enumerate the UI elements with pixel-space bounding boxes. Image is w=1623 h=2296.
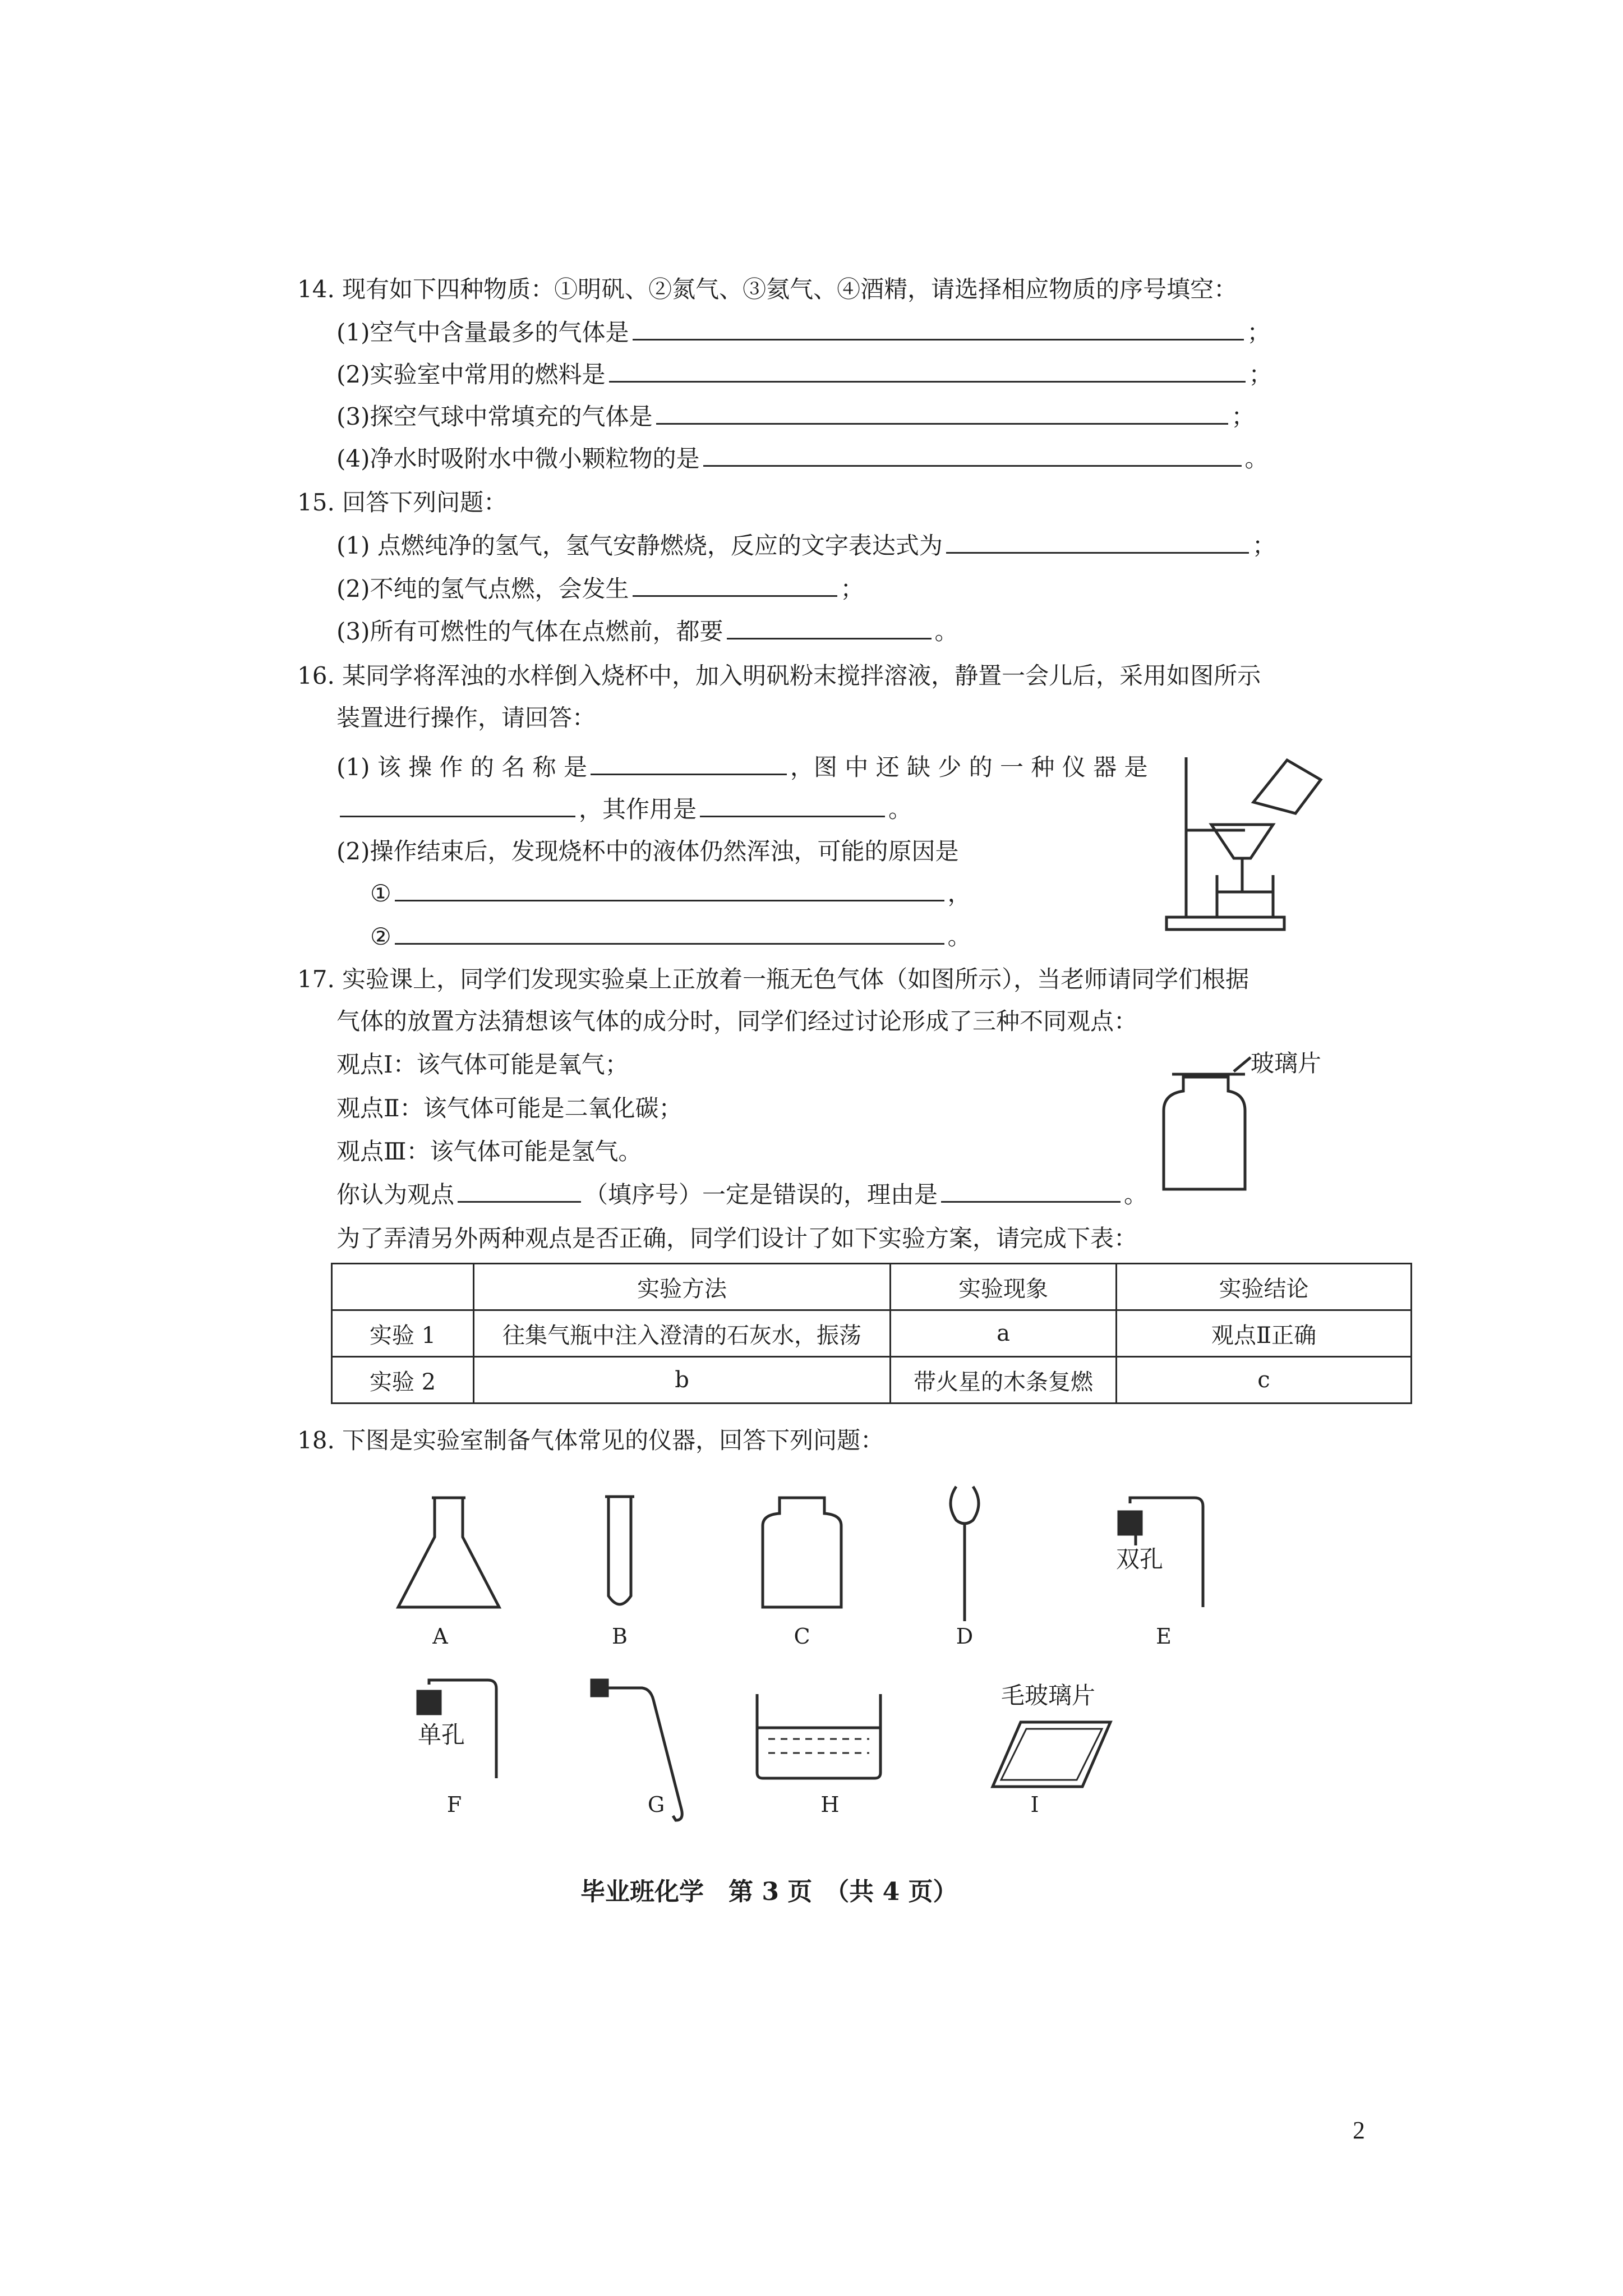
answer-blank[interactable] xyxy=(395,923,944,945)
q15-item-2: (2)不纯的氢气点燃，会发生 ； xyxy=(336,575,864,602)
frosted-glass-plate-label: 毛玻璃片 xyxy=(1001,1682,1096,1709)
gas-bottle xyxy=(1164,1077,1245,1189)
q16-part2: (2)操作结束后，发现烧杯中的液体仍然浑浊，可能的原因是 xyxy=(336,838,959,865)
answer-blank[interactable] xyxy=(633,575,837,597)
table-header-row xyxy=(332,1264,1412,1310)
table-header-cell: 实验结论 xyxy=(1117,1264,1412,1310)
table-cell: 实验 2 xyxy=(332,1357,474,1404)
table-cell: 观点Ⅱ正确 xyxy=(1117,1310,1412,1357)
answer-blank[interactable] xyxy=(609,361,1246,383)
table-row xyxy=(332,1310,1412,1357)
label-leader-line xyxy=(1234,1057,1251,1071)
apparatus-label-e: E xyxy=(1156,1624,1172,1649)
answer-blank[interactable] xyxy=(458,1181,581,1203)
q16-part1-line2: ，其作用是 。 xyxy=(336,794,912,825)
gas-collecting-bottle-figure xyxy=(757,1492,847,1616)
q17-view-2: 观点Ⅱ：该气体可能是二氧化碳； xyxy=(336,1094,683,1122)
q14-item-3-text: (3)探空气球中常填充的气体是 xyxy=(336,403,653,430)
q16-reason-2: ② 。 xyxy=(370,923,971,950)
table-cell[interactable]: a xyxy=(891,1310,1117,1357)
table-cell[interactable]: b xyxy=(474,1357,891,1404)
glass-plate-label: 玻璃片 xyxy=(1251,1050,1322,1077)
q17-stem-line2: 气体的放置方法猜想该气体的成分时，同学们经过讨论形成了三种不同观点： xyxy=(336,1007,1138,1035)
stand-base xyxy=(1166,917,1284,930)
answer-blank[interactable] xyxy=(395,880,944,901)
q14-stem: 14. 现有如下四种物质：①明矾、②氮气、③氦气、④酒精，请选择相应物质的序号填空： xyxy=(297,275,1238,303)
q14-item-3: (3)探空气球中常填充的气体是 ； xyxy=(336,403,1255,430)
answer-blank[interactable] xyxy=(941,1181,1121,1203)
q16-stem-line1: 16. 某同学将浑浊的水样倒入烧杯中，加入明矾粉末搅拌溶液，静置一会儿后，采用如图所示 xyxy=(297,662,1261,689)
page-footer: 毕业班化学 第 3 页 （共 4 页） xyxy=(580,1878,958,1906)
q15-item-3: (3)所有可燃性的气体在点燃前，都要 。 xyxy=(336,618,958,645)
apparatus-label-d: D xyxy=(956,1624,974,1649)
apparatus-label-i: I xyxy=(1030,1792,1039,1817)
test-tube-figure xyxy=(603,1492,637,1616)
water-trough-figure xyxy=(751,1688,886,1784)
frosted-glass-plate-figure xyxy=(987,1717,1116,1795)
pouring-beaker xyxy=(1253,760,1321,813)
q17-view-1: 观点Ⅰ：该气体可能是氧气； xyxy=(336,1051,629,1078)
single-hole-label: 单孔 xyxy=(418,1721,465,1749)
q14-item-2: (2)实验室中常用的燃料是 ； xyxy=(336,361,1272,388)
q16-reason-1: ① ， xyxy=(370,880,971,907)
q16-stem-line2: 装置进行操作，请回答： xyxy=(336,704,596,731)
q17-plan: 为了弄清另外两种观点是否正确，同学们设计了如下实验方案，请完成下表： xyxy=(336,1225,1138,1252)
beaker xyxy=(1217,875,1273,917)
table-header-cell: 实验现象 xyxy=(891,1264,1117,1310)
q18-stem: 18. 下图是实验室制备气体常见的仪器，回答下列问题： xyxy=(297,1427,884,1454)
answer-blank[interactable] xyxy=(727,618,932,639)
apparatus-label-c: C xyxy=(794,1624,810,1649)
answer-blank[interactable] xyxy=(591,753,787,775)
q17-question: 你认为观点 （填序号）一定是错误的，理由是 。 xyxy=(336,1181,1148,1208)
table-row xyxy=(332,1357,1412,1404)
table-cell: 实验 1 xyxy=(332,1310,474,1357)
long-neck-funnel-figure xyxy=(942,1481,987,1627)
table-cell: 往集气瓶中注入澄清的石灰水，振荡 xyxy=(474,1310,891,1357)
table-header-cell xyxy=(332,1264,474,1310)
conical-flask-figure xyxy=(393,1492,505,1616)
page-number: 2 xyxy=(1353,2116,1365,2144)
table-cell[interactable]: c xyxy=(1117,1357,1412,1404)
apparatus-label-b: B xyxy=(612,1624,628,1649)
filtration-apparatus-figure xyxy=(1161,746,1329,937)
q17-stem-line1: 17. 实验课上，同学们发现实验桌上正放着一瓶无色气体（如图所示），当老师请同学们根据 xyxy=(297,965,1249,993)
answer-blank[interactable] xyxy=(946,532,1249,554)
q17-view-3: 观点Ⅲ：该气体可能是氢气。 xyxy=(336,1138,642,1165)
q14-item-1-text: (1)空气中含量最多的气体是 xyxy=(336,319,629,346)
apparatus-label-f: F xyxy=(446,1792,462,1817)
answer-blank[interactable] xyxy=(340,795,575,817)
apparatus-label-a: A xyxy=(432,1624,448,1649)
answer-blank[interactable] xyxy=(656,403,1228,425)
q16-part1-line1: (1) 该 操 作 的 名 称 是 ，图 中 还 缺 少 的 一 种 仪 器 是 xyxy=(336,753,1148,781)
experiment-table xyxy=(331,1263,1412,1404)
answer-blank[interactable] xyxy=(703,445,1242,467)
answer-blank[interactable] xyxy=(633,319,1244,341)
q14-item-2-text: (2)实验室中常用的燃料是 xyxy=(336,361,606,388)
q15-item-1: (1) 点燃纯净的氢气，氢气安静燃烧，反应的文字表达式为 ； xyxy=(336,532,1276,559)
double-hole-label: 双孔 xyxy=(1116,1545,1164,1573)
q14-item-1: (1)空气中含量最多的气体是 ； xyxy=(336,319,1271,346)
apparatus-label-h: H xyxy=(820,1792,840,1817)
apparatus-label-g: G xyxy=(647,1792,665,1817)
q14-item-4-text: (4)净水时吸附水中微小颗粒物的是 xyxy=(336,445,700,472)
answer-blank[interactable] xyxy=(700,795,885,817)
q14-item-4: (4)净水时吸附水中微小颗粒物的是 。 xyxy=(336,445,1269,472)
table-cell: 带火星的木条复燃 xyxy=(891,1357,1117,1404)
table-header-cell: 实验方法 xyxy=(474,1264,891,1310)
q15-stem: 15. 回答下列问题： xyxy=(297,489,508,516)
